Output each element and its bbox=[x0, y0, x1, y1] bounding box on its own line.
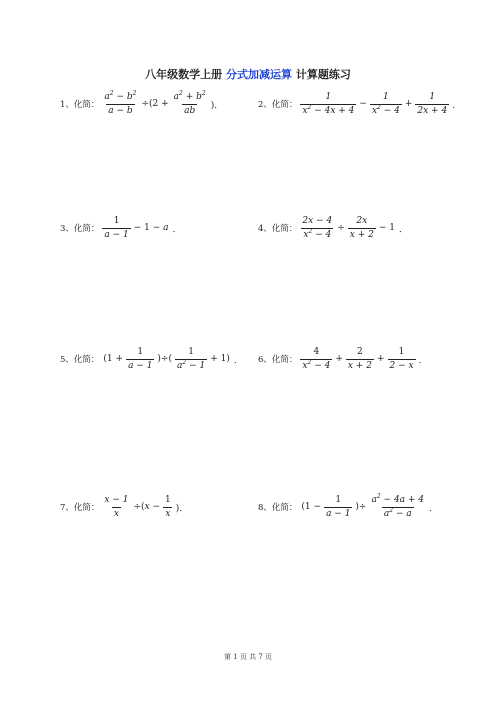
problem-3: 3、化简： $\frac{1}{a - 1}$ − 1 − a ． bbox=[60, 216, 182, 240]
problem-6-label: 6、化简： bbox=[258, 355, 298, 366]
fraction: $\frac{1}{x^2 - 4}$ bbox=[371, 92, 400, 116]
problem-8-label: 8、化简： bbox=[258, 503, 298, 514]
page-footer: 第 1 页 共 7 页 bbox=[223, 653, 273, 661]
fraction: $\frac{a^2 - 4a + 4}{a^2 - a}$ bbox=[371, 493, 425, 519]
fraction: $\frac{2x}{x + 2}$ bbox=[349, 216, 374, 240]
fraction: $\frac{1}{x}$ bbox=[165, 495, 171, 519]
title-suffix: 计算题练习 bbox=[295, 68, 351, 81]
problem-7: 7、化简： $\frac{x - 1}{x}$ ÷(x − $\frac{1}{x}$ )． bbox=[60, 495, 189, 519]
problem-3-label: 3、化简： bbox=[60, 224, 100, 235]
page-title bbox=[0, 66, 496, 82]
fraction: $\frac{1}{2 - x}$ bbox=[389, 347, 414, 371]
fraction: $\frac{1}{2x + 4}$ bbox=[417, 92, 448, 116]
problem-1-label: 1、化简： bbox=[60, 100, 100, 111]
fraction: $\frac{1}{x^2 - 4x + 4}$ bbox=[302, 92, 355, 116]
fraction: $\frac{1}{a - 1}$ bbox=[104, 216, 129, 240]
problem-4-label: 4、化简： bbox=[258, 224, 298, 235]
fraction: $\frac{1}{a - 1}$ bbox=[326, 495, 351, 519]
title-highlight: 分式加减运算 bbox=[226, 68, 292, 81]
problem-7-label: 7、化简： bbox=[60, 503, 100, 514]
title-prefix: 八年级数学上册 bbox=[145, 68, 223, 81]
problem-5: 5、化简： (1 + $\frac{1}{a - 1}$ )÷( $\frac{1}{a^2 - 1}$ + 1) ． bbox=[60, 347, 243, 371]
problem-1: 1、化简： $\frac{a^2 - b^2}{a - b}$ ÷(2 + $\frac{a^2 + b^2}{ab}$ )． bbox=[60, 90, 224, 116]
problem-5-label: 5、化简： bbox=[60, 355, 100, 366]
problem-2: 2、化简： $\frac{1}{x^2 - 4x + 4}$ − $\frac{1}{x^2 - 4}$ + $\frac{1}{2x + 4}$ ． bbox=[258, 92, 462, 116]
problem-8: 8、化简： (1 − $\frac{1}{a - 1}$ )÷ $\frac{a^2 - 4a + 4}{a^2 - a}$ ． bbox=[258, 493, 439, 519]
problem-4: 4、化简： $\frac{2x - 4}{x^2 - 4}$ ÷ $\frac{2x}{x + 2}$ − 1 ． bbox=[258, 216, 408, 240]
fraction: $\frac{a^2 + b^2}{ab}$ bbox=[173, 90, 206, 116]
fraction: $\frac{1}{a^2 - 1}$ bbox=[177, 347, 206, 371]
fraction: $\frac{x - 1}{x}$ bbox=[104, 495, 129, 519]
fraction: $\frac{a^2 - b^2}{a - b}$ bbox=[104, 90, 137, 116]
problem-2-label: 2、化简： bbox=[258, 100, 298, 111]
problem-6: 6、化简： $\frac{4}{x^2 - 4}$ + $\frac{2}{x + 2}$ + $\frac{1}{2 - x}$ ． bbox=[258, 347, 428, 371]
fraction: $\frac{2x - 4}{x^2 - 4}$ bbox=[302, 216, 333, 240]
fraction: $\frac{1}{a - 1}$ bbox=[128, 347, 153, 371]
fraction: $\frac{2}{x + 2}$ bbox=[347, 347, 372, 371]
fraction: $\frac{4}{x^2 - 4}$ bbox=[302, 347, 331, 371]
